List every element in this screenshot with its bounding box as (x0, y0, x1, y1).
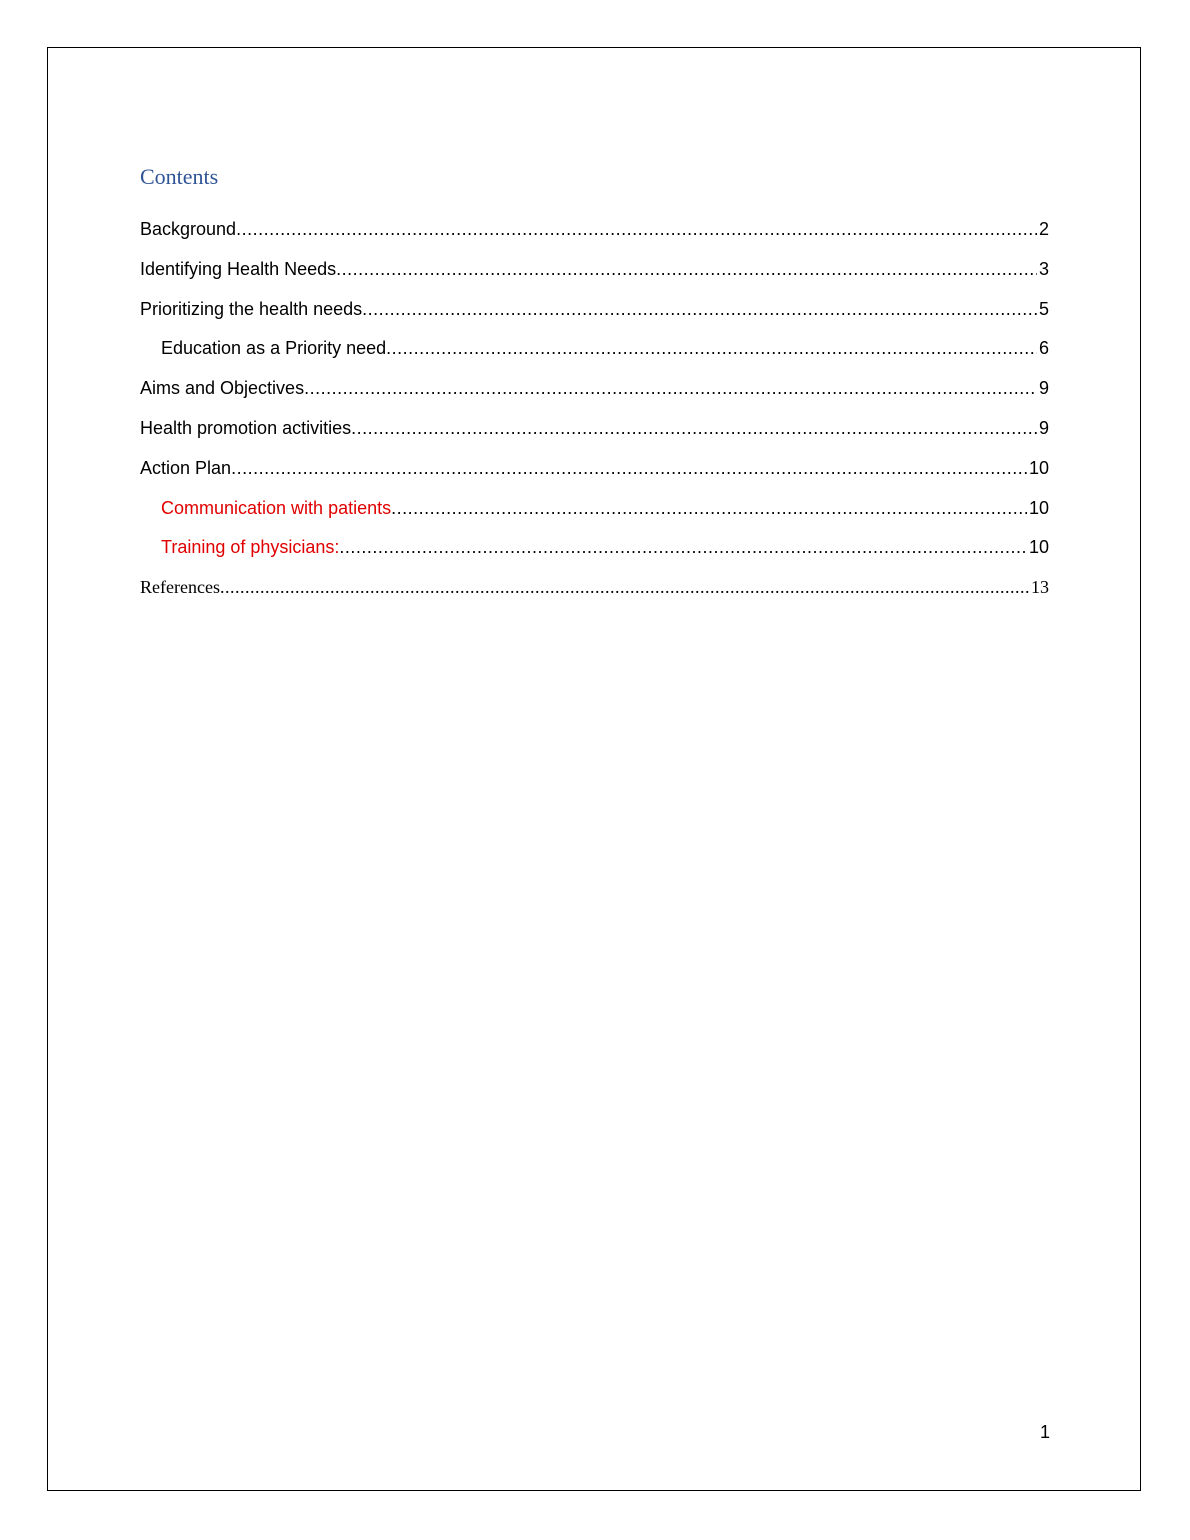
toc-dot-leader (236, 210, 1037, 250)
table-of-contents (140, 210, 1049, 608)
toc-entry-label: References (140, 577, 220, 598)
toc-entry-page: 10 (1028, 537, 1049, 558)
toc-entry[interactable] (140, 369, 1049, 409)
toc-entry-page: 6 (1038, 338, 1049, 359)
toc-entry[interactable] (140, 449, 1049, 489)
toc-dot-leader (391, 489, 1027, 529)
toc-entry[interactable] (140, 290, 1049, 330)
toc-dot-leader (336, 250, 1037, 290)
toc-entry-page: 2 (1038, 219, 1049, 239)
toc-entry-page: 3 (1038, 258, 1049, 279)
toc-entry-label: Identifying Health Needs (140, 258, 337, 279)
toc-entry[interactable] (140, 329, 1049, 369)
toc-entry[interactable] (140, 210, 1049, 250)
toc-entry-page: 13 (1031, 577, 1049, 598)
toc-entry-page: 9 (1038, 378, 1049, 399)
toc-entry-page: 9 (1038, 417, 1049, 438)
toc-heading: Contents (140, 164, 219, 189)
toc-dot-leader (339, 528, 1027, 568)
toc-entry[interactable] (140, 489, 1049, 529)
toc-entry-label: Background (140, 219, 237, 239)
toc-entry[interactable] (140, 250, 1049, 290)
toc-dot-leader (231, 449, 1027, 489)
toc-entry-page: 5 (1038, 298, 1049, 319)
toc-entry-label: Aims and Objectives (140, 378, 305, 399)
toc-dot-leader (351, 409, 1037, 449)
toc-dot-leader (220, 568, 1029, 608)
toc-entry-page: 10 (1028, 497, 1049, 518)
toc-entry-label: Training of physicians: (161, 537, 340, 558)
toc-entry[interactable] (140, 528, 1049, 568)
toc-entry[interactable] (140, 568, 1049, 608)
toc-entry-label: Education as a Priority need (161, 338, 387, 359)
toc-dot-leader (304, 369, 1037, 409)
toc-entry-label: Communication with patients (161, 497, 392, 518)
toc-dot-leader (362, 290, 1037, 330)
toc-entry-page: 10 (1028, 457, 1049, 478)
toc-entry-label: Action Plan (140, 457, 232, 478)
toc-entry-label: Prioritizing the health needs (140, 298, 363, 319)
toc-entry-label: Health promotion activities (140, 417, 352, 438)
toc-entry[interactable] (140, 409, 1049, 449)
page-number: 1 (1039, 1422, 1050, 1442)
toc-dot-leader (386, 329, 1037, 369)
